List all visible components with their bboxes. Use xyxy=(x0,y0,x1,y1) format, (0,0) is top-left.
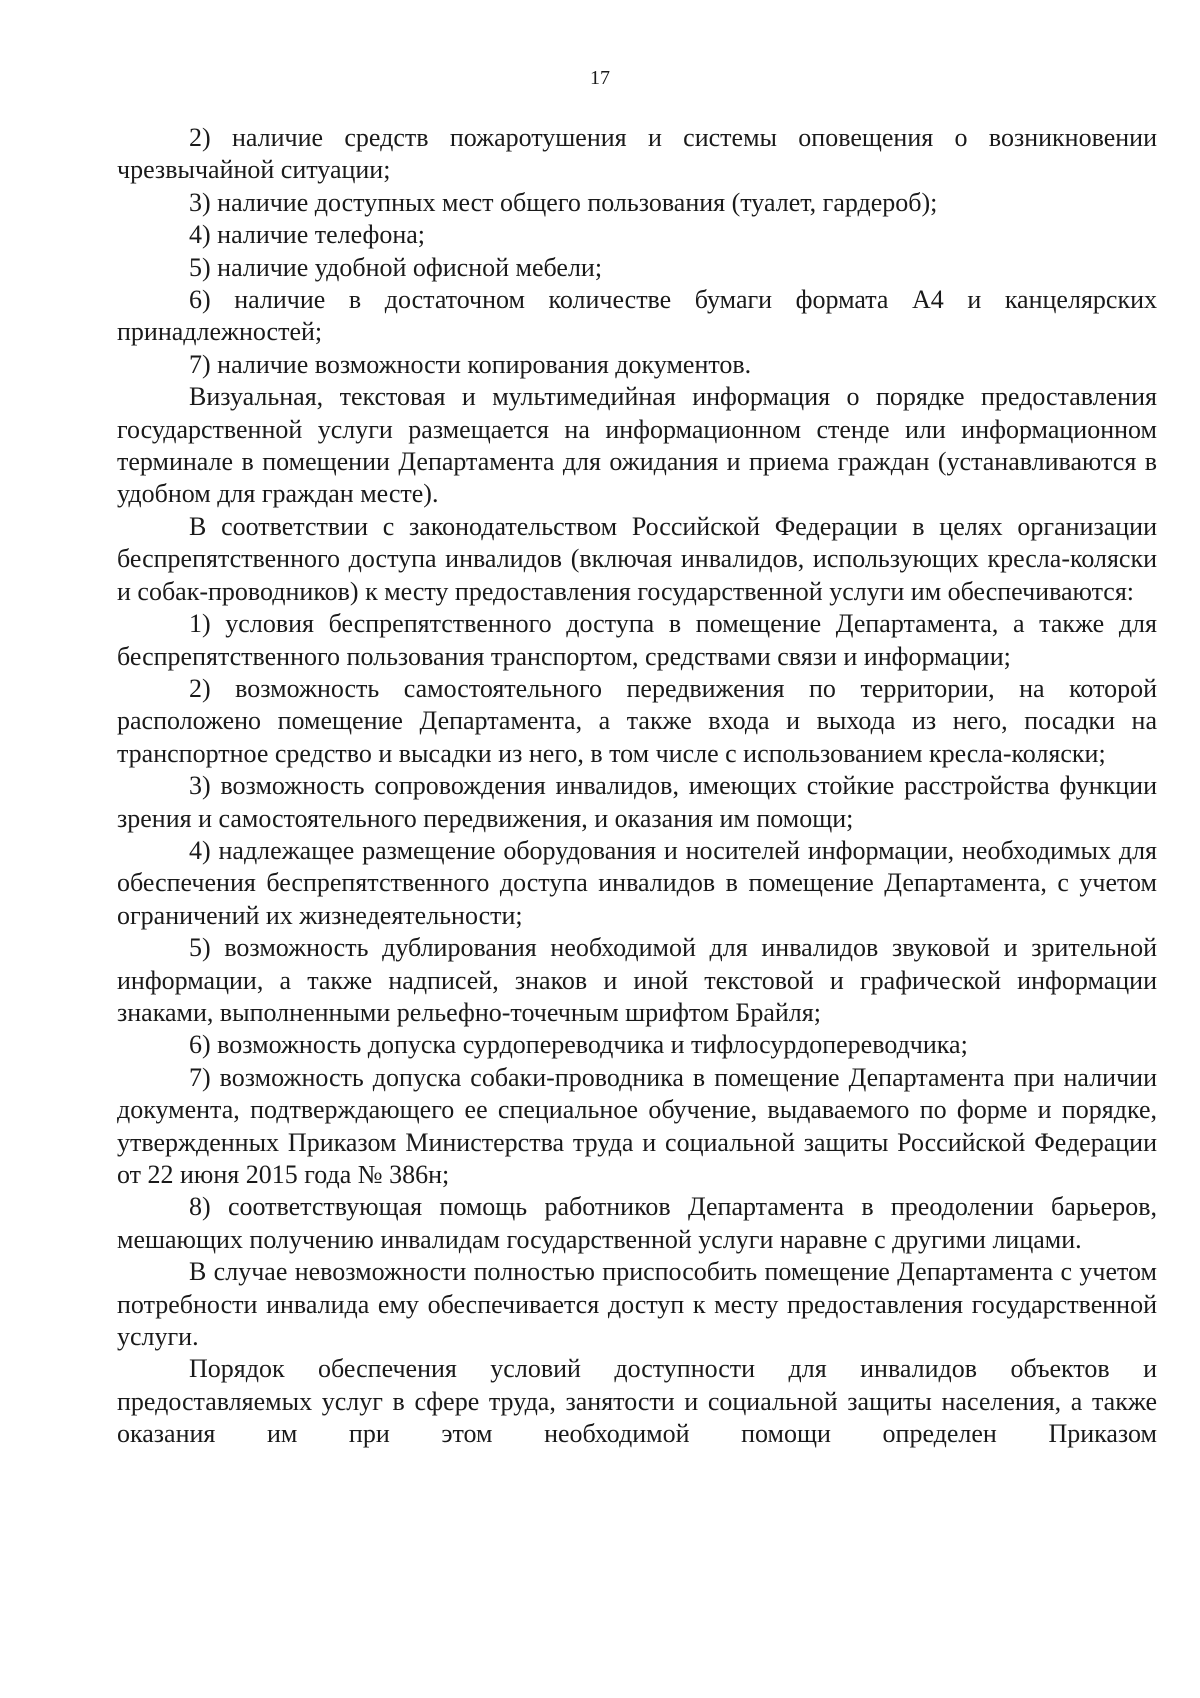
paragraph-accessibility-item-5: 5) возможность дублирования необходимой для инвалидов звуковой и зрительной информации, а также надписей, знаков и иной текстовой и графической информации знаками, выполненными рельефно-точечным шрифтом Брайля; xyxy=(117,933,1157,1027)
paragraph-accessibility-item-7: 7) возможность допуска собаки-проводника в помещение Департамента при наличии документа, подтверждающего ее специальное обучение, выдаваемого по форме и порядке, утвержденных Приказом Министерства труда и социальной защиты Российской Федерации от 22 июня 2015 года № 386н; xyxy=(117,1062,1157,1189)
page-number: 17 xyxy=(590,67,610,89)
paragraph-accessibility-item-2: 2) возможность самостоятельного передвижения по территории, на которой расположено помещение Департамента, а также входа и выхода из него, посадки на транспортное средство и высадки из него, в том числе с использованием кресла-коляски; xyxy=(117,673,1157,768)
paragraph-list-item-7: 7) наличие возможности копирования документов. xyxy=(189,349,752,379)
paragraph-impossibility-case: В случае невозможности полностью приспособить помещение Департамента с учетом потребности инвалида ему обеспечивается доступ к месту предоставления государственной услуги. xyxy=(117,1257,1157,1352)
paragraph-accessibility-item-3: 3) возможность сопровождения инвалидов, имеющих стойкие расстройства функции зрения и самостоятельного передвижения, и оказания им помощи; xyxy=(117,771,1157,833)
paragraph-accessibility-intro: В соответствии с законодательством Российской Федерации в целях организации беспрепятственного доступа инвалидов (включая инвалидов, использующих кресла-коляски и собак-проводников) к месту предоставления государственной услуги им обеспечиваются: xyxy=(117,511,1157,606)
paragraph-list-item-3: 3) наличие доступных мест общего пользования (туалет, гардероб); xyxy=(189,187,938,217)
paragraph-accessibility-item-1: 1) условия беспрепятственного доступа в помещение Департамента, а также для беспрепятственного пользования транспортом, средствами связи и информации; xyxy=(117,609,1157,671)
paragraph-accessibility-item-6: 6) возможность допуска сурдопереводчика и тифлосурдопереводчика; xyxy=(189,1030,968,1060)
paragraph-list-item-5: 5) наличие удобной офисной мебели; xyxy=(189,252,603,282)
paragraph-list-item-2: 2) наличие средств пожаротушения и системы оповещения о возникновении чрезвычайной ситуации; xyxy=(117,123,1157,185)
paragraph-accessibility-item-4: 4) надлежащее размещение оборудования и носителей информации, необходимых для обеспечения беспрепятственного доступа инвалидов в помещение Департамента, с учетом ограничений их жизнедеятельности; xyxy=(117,835,1157,930)
paragraph-visual-info: Визуальная, текстовая и мультимедийная информация о порядке предоставления государственной услуги размещается на информационном стенде или информационном терминале в помещении Департамента для ожидания и приема граждан (устанавливаются в удобном для граждан месте). xyxy=(117,382,1157,509)
paragraph-procedure: Порядок обеспечения условий доступности для инвалидов объектов и предоставляемых услуг в сфере труда, занятости и социальной защиты населения, а также оказания им при этом необходимой помощи определен Приказом xyxy=(117,1354,1157,1449)
paragraph-list-item-4: 4) наличие телефона; xyxy=(189,220,426,250)
document-body xyxy=(117,122,1157,1451)
paragraph-list-item-6: 6) наличие в достаточном количестве бумаги формата А4 и канцелярских принадлежностей; xyxy=(117,285,1157,347)
paragraph-accessibility-item-8: 8) соответствующая помощь работников Департамента в преодолении барьеров, мешающих получению инвалидам государственной услуги наравне с другими лицами. xyxy=(117,1192,1157,1254)
